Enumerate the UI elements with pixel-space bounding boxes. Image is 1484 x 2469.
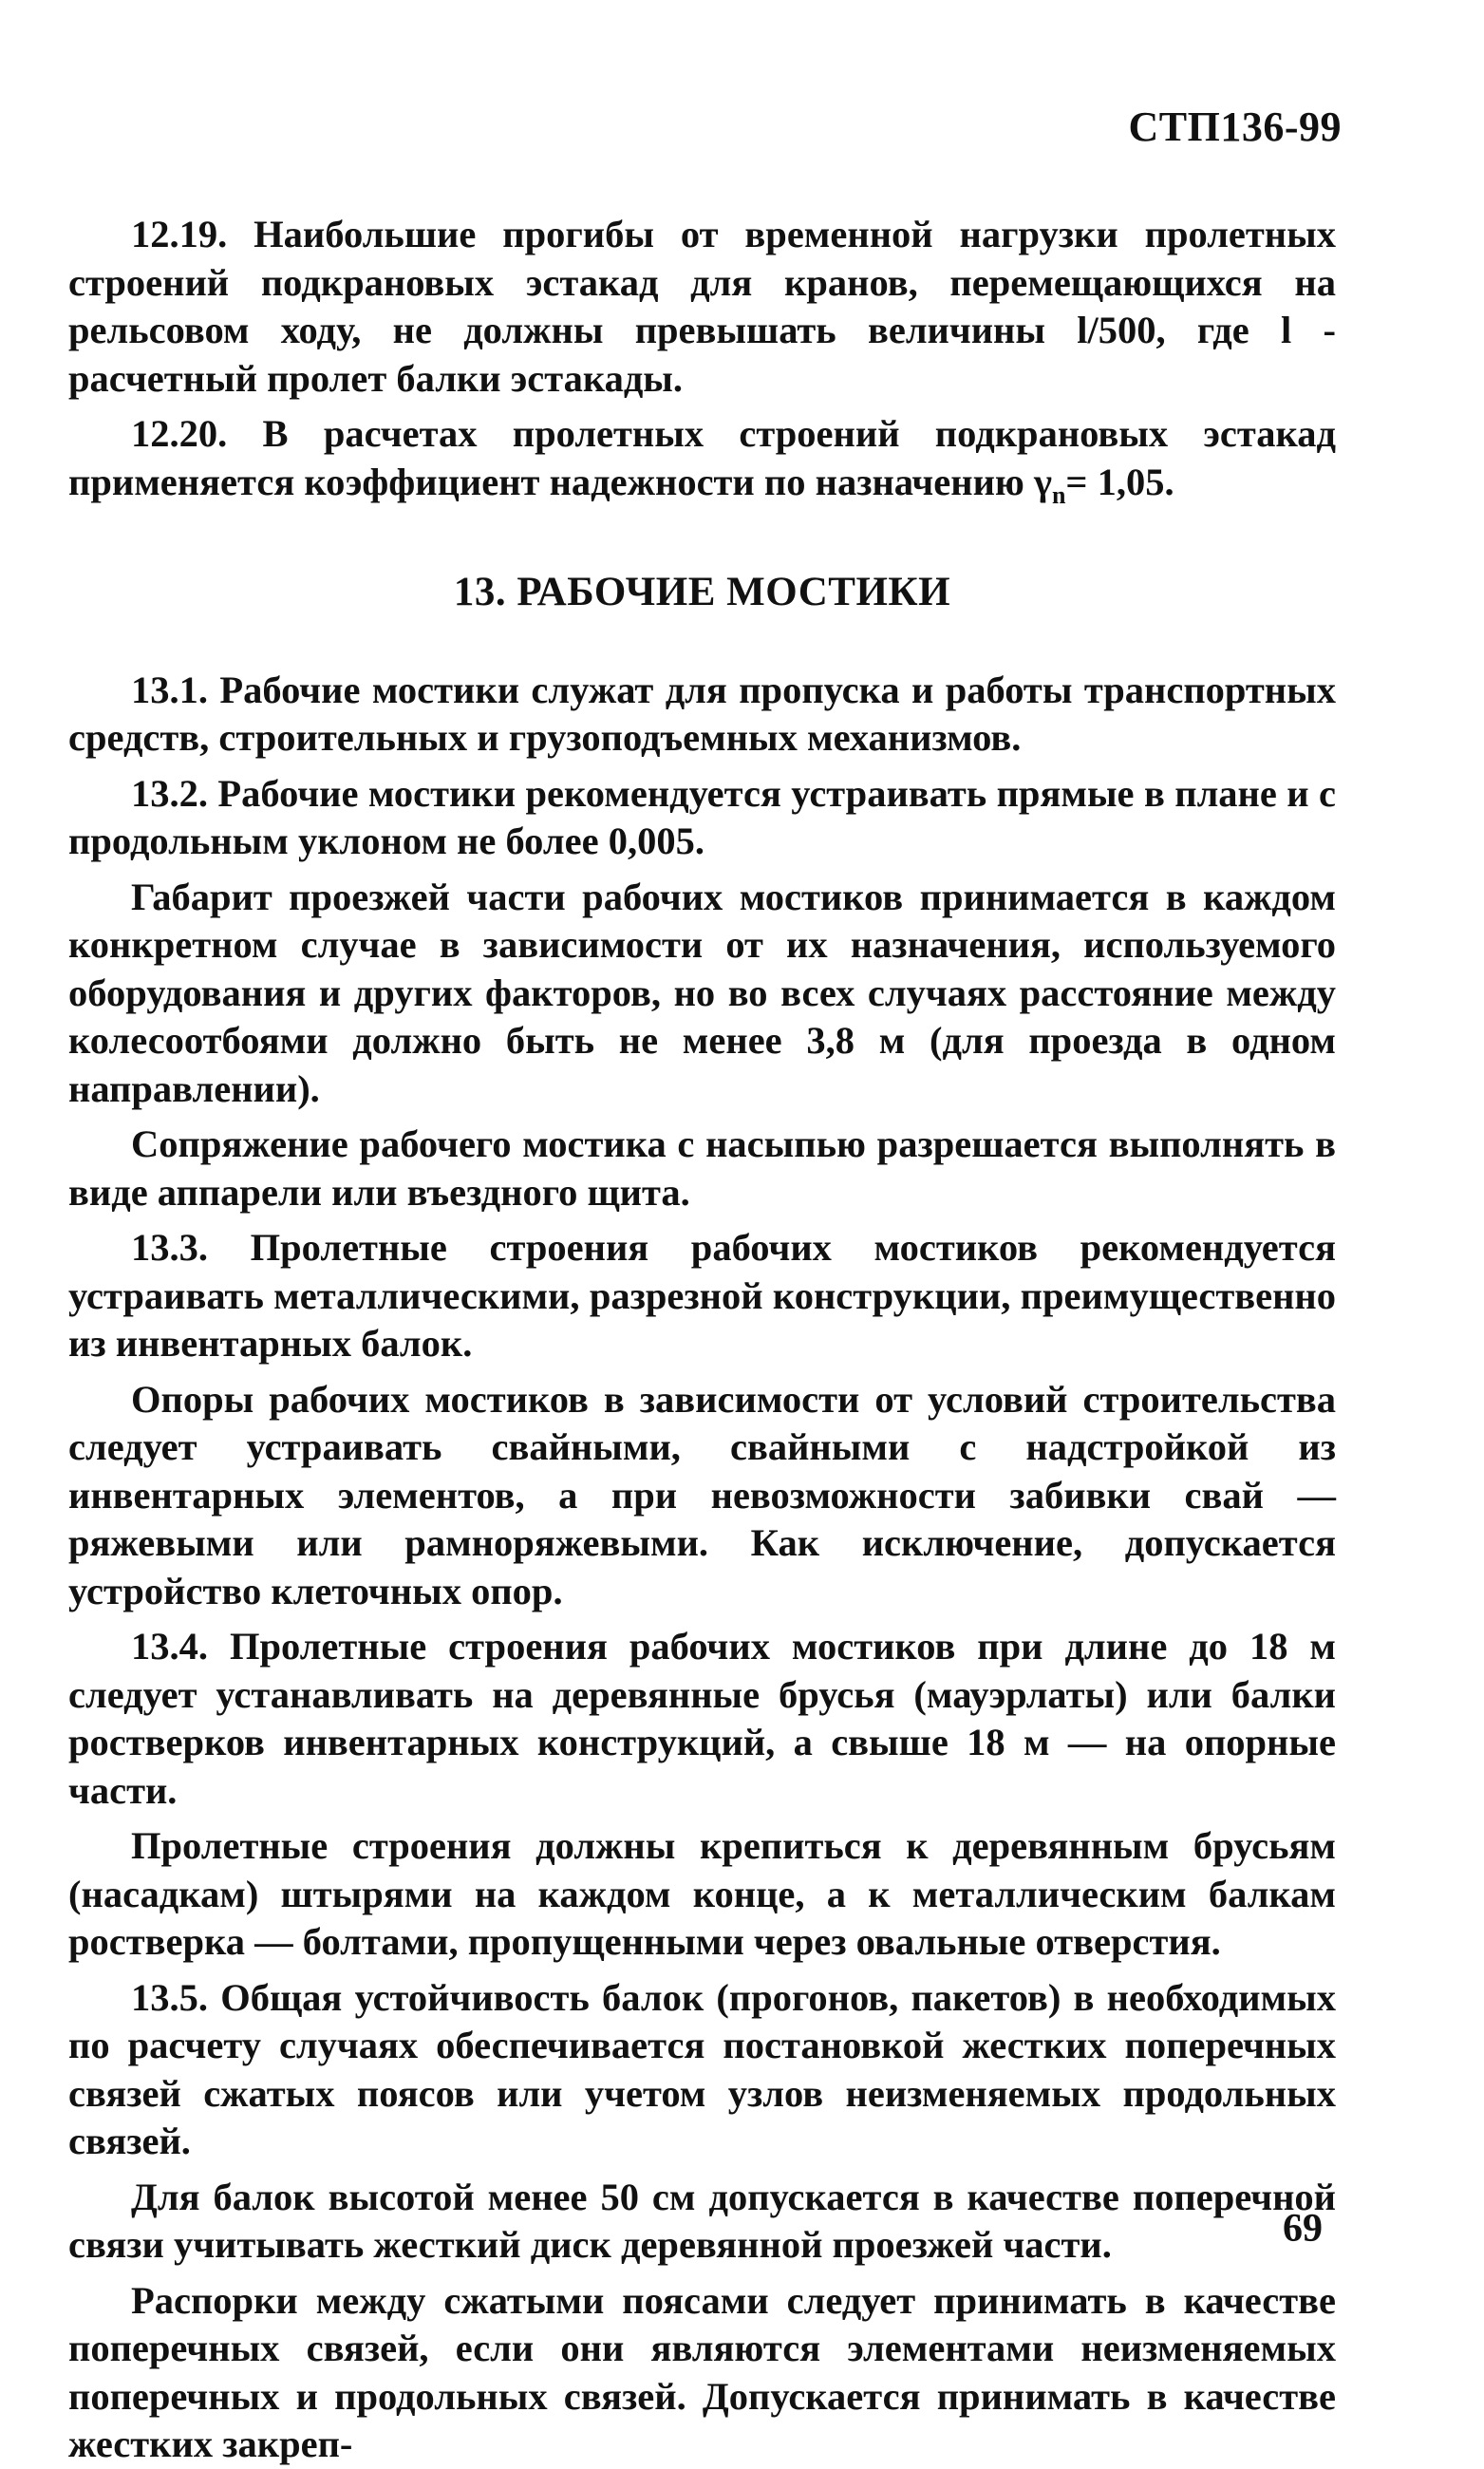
paragraph-13-5: 13.5. Общая устойчивость балок (прогонов, пакетов) в необходимых по расчету случаях обеспечивается постановкой жестких поперечных связей сжатых поясов или учетом узлов неизменяемых продольных связей. [68,1975,1336,2163]
paragraph-13-4: 13.4. Пролетные строения рабочих мостиков при длине до 18 м следует устанавливать на деревянные брусья (мауэрлаты) или балки ростверков инвентарных конструкций, а свыше 18 м — на опорные части. [68,1625,1336,1812]
paragraph-13-1: 13.1. Рабочие мостики служат для пропуска и работы транспортных средств, строительных и грузоподъемных механизмов. [68,668,1336,760]
paragraph-12-20-text: 12.20. В расчетах пролетных строений подкрановых эстакад применяется коэффициент надежности по назначению γ [68,412,1336,503]
paragraph-13-5-rasporki: Распорки между сжатыми поясами следует принимать в качестве поперечных связей, если они являются элементами неизменяемых поперечных и продольных связей. Допускается принимать в качестве жестких закреп- [68,2278,1336,2466]
paragraph-12-20-value: = 1,05. [1065,460,1174,503]
paragraph-13-2-sopryazhenie: Сопряжение рабочего мостика с насыпью разрешается выполнять в виде аппарели или въездного щита. [68,1122,1336,1214]
paragraph-13-2-gabarit: Габарит проезжей части рабочих мостиков принимается в каждом конкретном случае в зависимости от их назначения, используемого оборудования и других факторов, но во всех случаях расстояние между колесоотбоями должно быть не менее 3,8 м (для проезда в одном направлении). [68,875,1336,1110]
gamma-subscript: n [1051,481,1066,509]
document-code: СТП136-99 [1128,104,1342,150]
document-body [68,211,1336,2469]
paragraph-13-5-balki: Для балок высотой менее 50 см допускается в качестве поперечной связи учитывать жесткий диск деревянной проезжей части. [68,2175,1336,2267]
paragraph-12-20 [68,410,1336,519]
paragraph-13-3: 13.3. Пролетные строения рабочих мостиков рекомендуется устраивать металлическими, разрезной конструкции, преимущественно из инвентарных балок. [68,1226,1336,1366]
paragraph-12-19: 12.19. Наибольшие прогибы от временной нагрузки пролетных строений подкрановых эстакад для кранов, перемещающихся на рельсовом ходу, не должны превышать величины l/500, где l - расчетный пролет балки эстакады. [68,213,1336,400]
paragraph-13-4-kreplenie: Пролетные строения должны крепиться к деревянным брусьям (насадкам) штырями на каждом конце, а к металлическим балкам ростверка — болтами, пропущенными через овальные отверстия. [68,1824,1336,1964]
section-title-13: 13. РАБОЧИЕ МОСТИКИ [453,570,951,615]
paragraph-13-2: 13.2. Рабочие мостики рекомендуется устраивать прямые в плане и с продольным уклоном не более 0,005. [68,771,1336,863]
page-number: 69 [1283,2207,1323,2251]
paragraph-13-3-opory: Опоры рабочих мостиков в зависимости от условий строительства следует устраивать свайными, свайными с надстройкой из инвентарных элементов, а при невозможности забивки свай — ряжевыми или рамноряжевыми. Как исключение, допускается устройство клеточных опор. [68,1377,1336,1612]
